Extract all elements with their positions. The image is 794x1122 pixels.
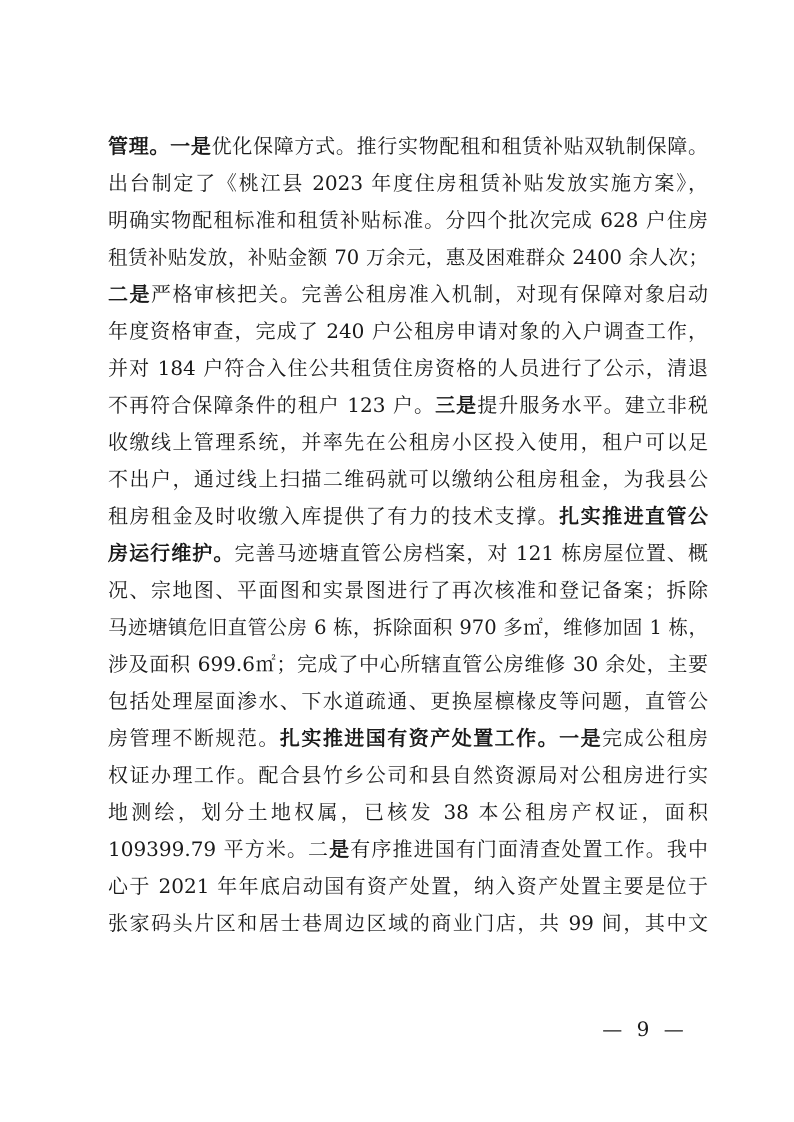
bold-text-segment: 扎实推进直管公 bbox=[559, 504, 708, 528]
text-line bbox=[108, 683, 708, 720]
text-line bbox=[108, 646, 708, 683]
text-segment: 完善马迹塘直管公房档案，对 121 栋房屋位置、概 bbox=[234, 541, 708, 565]
text-line bbox=[108, 313, 708, 350]
text-segment: 完成公租房 bbox=[602, 726, 708, 750]
text-line bbox=[108, 128, 708, 165]
text-segment: 明确实物配租标准和租赁补贴标准。分四个批次完成 628 户住房 bbox=[108, 208, 708, 232]
text-segment: 不出户，通过线上扫描二维码就可以缴纳公租房租金，为我县公 bbox=[108, 467, 708, 491]
text-segment: 优化保障方式。推行实物配租和租赁补贴双轨制保障。 bbox=[211, 134, 708, 158]
text-line bbox=[108, 535, 708, 572]
text-segment: 并对 184 户符合入住公共租赁住房资格的人员进行了公示，清退 bbox=[108, 356, 708, 380]
text-segment: 马迹塘镇危旧直管公房 6 栋，拆除面积 970 多㎡，维修加固 1 栋， bbox=[108, 616, 708, 639]
text-line bbox=[108, 794, 708, 831]
text-line bbox=[108, 165, 708, 202]
text-line bbox=[108, 905, 708, 942]
bold-text-segment: 是 bbox=[329, 837, 351, 861]
text-line bbox=[108, 350, 708, 387]
text-segment: 严格审核把关。完善公租房准入机制，对现有保障对象启动 bbox=[150, 282, 708, 306]
text-line bbox=[108, 202, 708, 239]
text-segment: 包括处理屋面渗水、下水道疏通、更换屋檩椽皮等问题，直管公 bbox=[108, 689, 708, 713]
bold-text-segment: 管理。一是 bbox=[108, 134, 212, 158]
text-line bbox=[108, 868, 708, 905]
page-number: — 9 — bbox=[602, 1017, 688, 1041]
text-line bbox=[108, 239, 708, 276]
text-segment: 涉及面积 699.6㎡；完成了中心所辖直管公房维修 30 余处，主要 bbox=[108, 652, 708, 676]
document-body bbox=[108, 128, 708, 942]
text-line bbox=[108, 387, 708, 424]
text-line bbox=[108, 424, 708, 461]
text-segment: 109399.79 平方米。二 bbox=[108, 837, 330, 861]
text-segment: 地测绘，划分土地权属，已核发 38 本公租房产权证，面积 bbox=[108, 800, 708, 824]
bold-text-segment: 房运行维护。 bbox=[108, 541, 235, 565]
text-segment: 有序推进国有门面清查处置工作。我中 bbox=[350, 837, 708, 861]
text-segment: 权证办理工作。配合县竹乡公司和县自然资源局对公租房进行实 bbox=[108, 763, 708, 787]
text-segment: 张家码头片区和居士巷周边区域的商业门店，共 99 间，其中文 bbox=[108, 911, 708, 935]
text-segment: 况、宗地图、平面图和实景图进行了再次核准和登记备案；拆除 bbox=[108, 578, 708, 602]
text-segment: 租房租金及时收缴入库提供了有力的技术支撑。 bbox=[108, 504, 560, 528]
text-segment: 租赁补贴发放，补贴金额 70 万余元，惠及困难群众 2400 余人次； bbox=[108, 246, 708, 269]
text-segment: 提升服务水平。建立非税 bbox=[477, 393, 708, 417]
text-segment: 不再符合保障条件的租户 123 户。 bbox=[108, 393, 436, 417]
bold-text-segment: 扎实推进国有资产处置工作。一是 bbox=[279, 726, 603, 750]
text-segment: 心于 2021 年年底启动国有资产处置，纳入资产处置主要是位于 bbox=[108, 874, 708, 898]
text-line bbox=[108, 609, 708, 646]
text-segment: 年度资格审查，完成了 240 户公租房申请对象的入户调查工作， bbox=[108, 319, 708, 343]
text-segment: 收缴线上管理系统，并率先在公租房小区投入使用，租户可以足 bbox=[108, 430, 708, 454]
bold-text-segment: 二是 bbox=[108, 282, 151, 306]
text-segment: 房管理不断规范。 bbox=[108, 726, 280, 750]
text-line bbox=[108, 572, 708, 609]
bold-text-segment: 三是 bbox=[435, 393, 478, 417]
text-line bbox=[108, 276, 708, 313]
text-segment: 出台制定了《桃江县 2023 年度住房租赁补贴发放实施方案》， bbox=[108, 171, 708, 195]
text-line bbox=[108, 720, 708, 757]
text-line bbox=[108, 498, 708, 535]
text-line bbox=[108, 757, 708, 794]
text-line bbox=[108, 831, 708, 868]
text-line bbox=[108, 461, 708, 498]
